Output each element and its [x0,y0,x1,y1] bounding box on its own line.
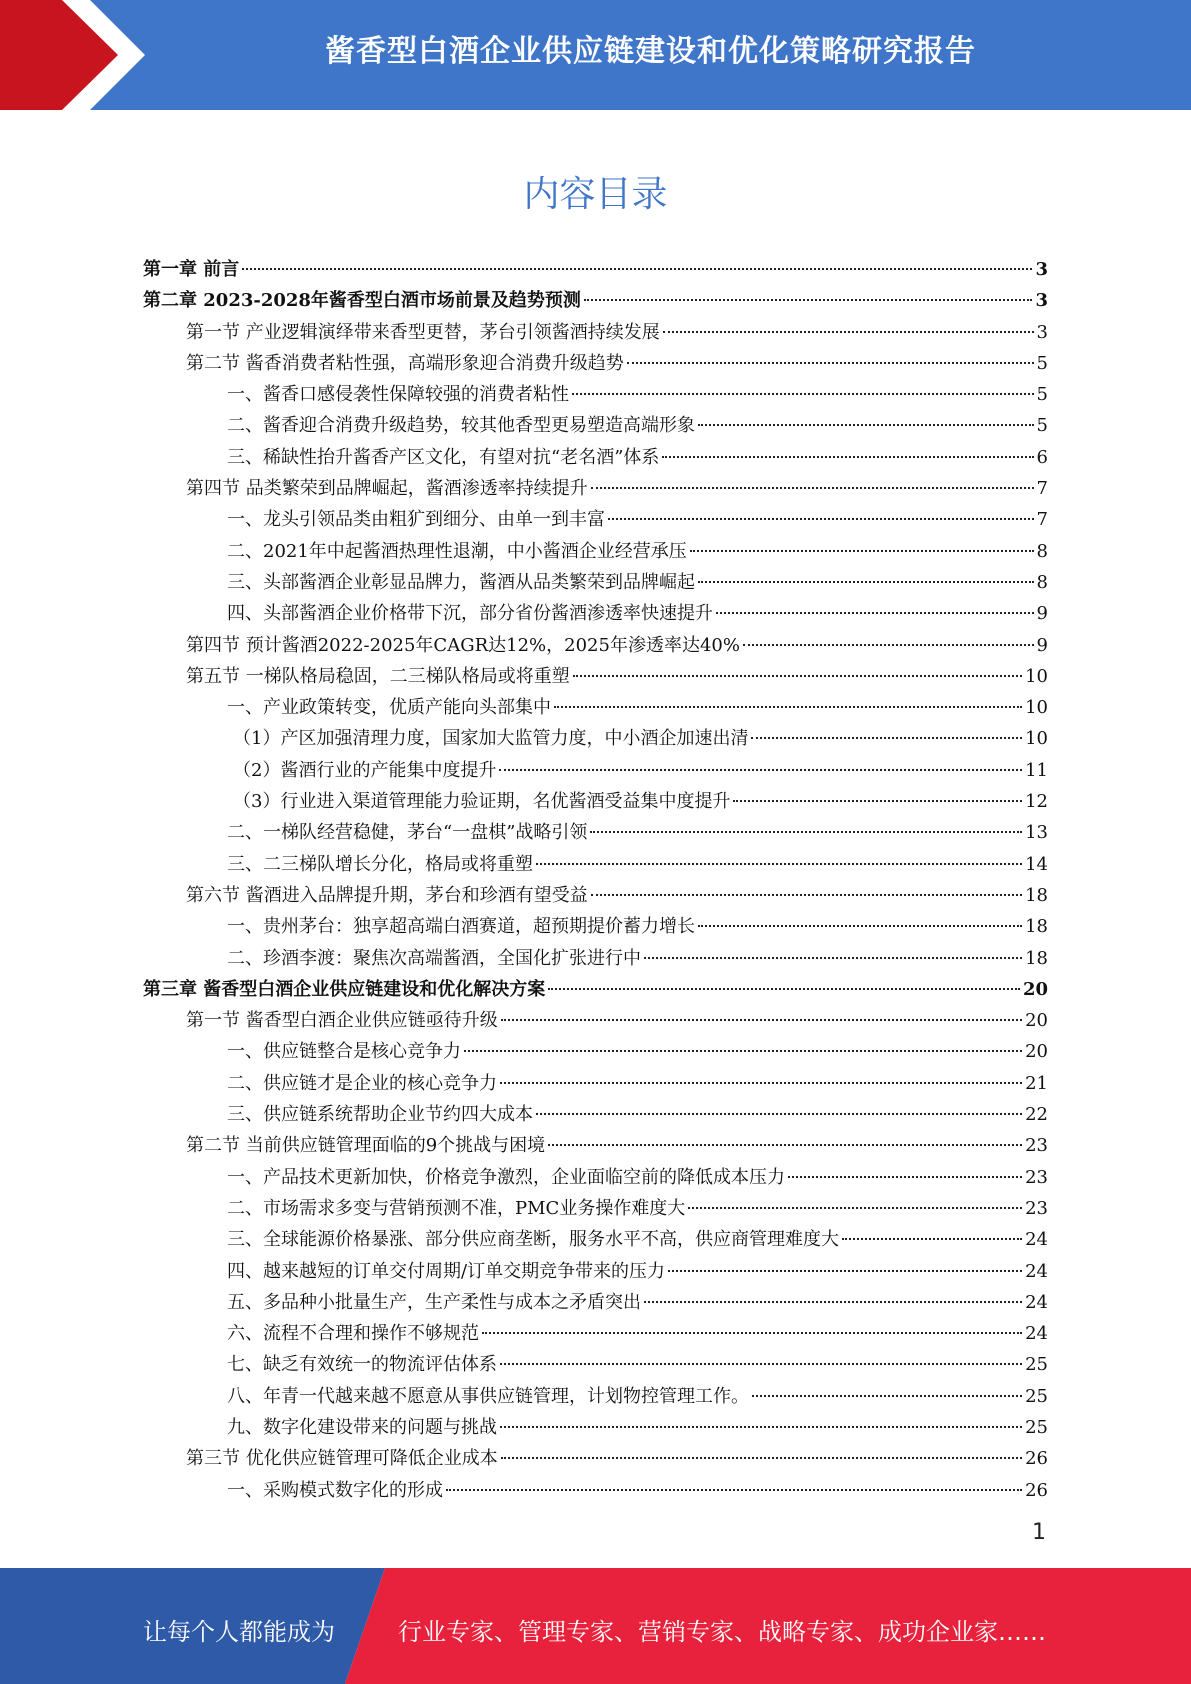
toc-entry[interactable] [143,442,1048,473]
toc-leader-dots [548,988,1020,990]
toc-entry-page: 18 [1025,916,1048,938]
header-banner [0,0,1191,110]
report-title: 酱香型白酒企业供应链建设和优化策略研究报告 [325,34,976,69]
toc-leader-dots [752,1395,1022,1397]
toc-leader-dots [716,612,1034,614]
footer-slogan-right: 行业专家、管理专家、营销专家、战略专家、成功企业家…… [398,1618,1046,1646]
toc-entry-page: 25 [1025,1354,1048,1376]
toc-entry-label: 二、供应链才是企业的核心竞争力 [227,1072,497,1094]
toc-entry-label: 二、一梯队经营稳健，茅台“一盘棋”战略引领 [227,822,588,844]
toc-leader-dots [584,299,1033,301]
toc-entry-page: 12 [1025,791,1048,813]
toc-entry-page: 24 [1025,1291,1048,1313]
toc-entry[interactable] [143,817,1048,848]
toc-entry-page: 18 [1025,947,1048,969]
toc-entry-label: 第三节 优化供应链管理可降低企业成本 [186,1448,498,1470]
toc-leader-dots [242,268,1032,270]
toc-leader-dots [501,1457,1022,1459]
toc-entry[interactable] [143,410,1048,441]
toc-entry-page: 23 [1025,1166,1048,1188]
toc-entry-page: 8 [1036,571,1048,593]
toc-entry[interactable] [143,536,1048,567]
toc-entry-page: 9 [1036,634,1048,656]
toc-entry-label: 二、珍酒李渡：聚焦次高端酱酒，全国化扩张进行中 [227,947,641,969]
toc-entry-label: 五、多品种小批量生产，生产柔性与成本之矛盾突出 [227,1291,641,1313]
toc-entry[interactable] [143,348,1048,379]
toc-entry-page: 23 [1025,1197,1048,1219]
toc-entry-page: 23 [1025,1135,1048,1157]
toc-entry-page: 5 [1036,384,1048,406]
toc-entry[interactable] [143,755,1048,786]
toc-leader-dots [554,706,1022,708]
toc-entry-label: 六、流程不合理和操作不够规范 [227,1323,479,1345]
toc-entry-page: 24 [1025,1260,1048,1282]
toc-leader-dots [608,518,1034,520]
toc-entry-label: 九、数字化建设带来的问题与挑战 [227,1416,497,1438]
toc-entry-label: 七、缺乏有效统一的物流评估体系 [227,1354,497,1376]
toc-leader-dots [662,456,1033,458]
toc-entry-label: 一、产业政策转变，优质产能向头部集中 [227,697,551,719]
toc-entry-page: 18 [1025,884,1048,906]
toc-entry-label: 一、贵州茅台：独享超高端白酒赛道，超预期提价蓄力增长 [227,916,695,938]
toc-entry-label: 一、供应链整合是核心竞争力 [227,1041,461,1063]
toc-entry-page: 20 [1022,978,1048,1000]
toc-entry-label: 二、市场需求多变与营销预测不准，PMC业务操作难度大 [227,1197,686,1219]
toc-entry[interactable] [143,1068,1048,1099]
toc-entry-label: 第一节 酱香型白酒企业供应链亟待升级 [186,1010,498,1032]
toc-entry[interactable] [143,974,1048,1005]
toc-entry-page: 26 [1025,1479,1048,1501]
toc-entry-label: 第四节 品类繁荣到品牌崛起，酱酒渗透率持续提升 [186,478,588,500]
toc-entry-label: 四、头部酱酒企业价格带下沉，部分省份酱酒渗透率快速提升 [227,603,713,625]
toc-entry[interactable] [143,723,1048,754]
toc-leader-dots [573,675,1022,677]
toc-entry[interactable] [143,1193,1048,1224]
toc-leader-dots [743,644,1034,646]
toc-leader-dots [464,1050,1022,1052]
toc-entry-page: 20 [1025,1041,1048,1063]
toc-entry-page: 8 [1036,540,1048,562]
toc-entry[interactable] [143,880,1048,911]
toc-entry-page: 10 [1025,728,1048,750]
toc-leader-dots [590,831,1022,833]
toc-leader-dots [499,769,1022,771]
toc-entry-label: 第二章 2023-2028年酱香型白酒市场前景及趋势预测 [143,290,581,312]
toc-leader-dots [663,331,1034,333]
toc-entry-page: 5 [1036,352,1048,374]
toc-entry[interactable] [143,473,1048,504]
toc-entry[interactable] [143,379,1048,410]
toc-entry[interactable] [143,1412,1048,1443]
toc-entry[interactable] [143,504,1048,535]
toc-leader-dots [591,894,1022,896]
toc-entry-page: 10 [1025,665,1048,687]
toc-entry-page: 20 [1025,1010,1048,1032]
toc-leader-dots [842,1238,1022,1240]
toc-entry[interactable] [143,285,1048,316]
toc-leader-dots [572,393,1034,395]
toc-entry-label: 第二节 当前供应链管理面临的9个挑战与困境 [186,1135,546,1157]
toc-leader-dots [690,550,1034,552]
page-number: 1 [1032,1520,1046,1545]
toc-entry-label: 四、越来越短的订单交付周期/订单交期竞争带来的压力 [227,1260,666,1282]
toc-entry[interactable] [143,1318,1048,1349]
toc-entry-label: 二、酱香迎合消费升级趋势，较其他香型更易塑造高端形象 [227,415,695,437]
toc-leader-dots [698,581,1034,583]
toc-entry-label: （3）行业进入渠道管理能力验证期，名优酱酒受益集中度提升 [233,791,731,813]
toc-entry[interactable] [143,1162,1048,1193]
toc-entry[interactable] [143,1256,1048,1287]
toc-entry-label: 第五节 一梯队格局稳固，二三梯队格局或将重塑 [186,665,570,687]
toc-entry-page: 9 [1036,603,1048,625]
header-arrow-icon [0,0,160,110]
toc-leader-dots [668,1270,1022,1272]
toc-entry-label: 三、头部酱酒企业彰显品牌力，酱酒从品类繁荣到品牌崛起 [227,571,695,593]
toc-leader-dots [627,362,1034,364]
toc-leader-dots [536,863,1022,865]
toc-entry-label: 第一节 产业逻辑演绎带来香型更替，茅台引领酱酒持续发展 [186,321,660,343]
toc-leader-dots [548,1144,1022,1146]
toc-leader-dots [644,1301,1022,1303]
toc-entry-label: 第一章 前言 [143,259,240,280]
toc-entry[interactable] [143,1130,1048,1161]
table-of-contents [143,254,1048,1506]
toc-entry-label: 一、采购模式数字化的形成 [227,1479,443,1501]
toc-entry-label: 一、酱香口感侵袭性保障较强的消费者粘性 [227,384,569,406]
toc-entry-page: 25 [1025,1385,1048,1407]
toc-entry[interactable] [143,567,1048,598]
toc-entry-page: 3 [1036,321,1048,343]
toc-entry-page: 24 [1025,1323,1048,1345]
toc-leader-dots [500,1082,1022,1084]
toc-entry-page: 21 [1025,1072,1048,1094]
toc-leader-dots [698,424,1034,426]
toc-entry-page: 7 [1036,509,1048,531]
toc-entry[interactable] [143,1381,1048,1412]
toc-leader-dots [733,800,1022,802]
toc-entry-page: 22 [1025,1104,1048,1126]
toc-leader-dots [788,1176,1022,1178]
toc-entry-label: （1）产区加强清理力度，国家加大监管力度，中小酒企加速出清 [233,728,749,750]
toc-entry[interactable] [143,1443,1048,1474]
toc-leader-dots [500,1426,1022,1428]
toc-entry-label: 三、稀缺性抬升酱香产区文化，有望对抗“老名酒”体系 [227,446,660,468]
toc-entry-page: 3 [1035,290,1048,312]
toc-entry[interactable] [143,598,1048,629]
toc-entry[interactable] [143,661,1048,692]
toc-entry[interactable] [143,1349,1048,1380]
toc-leader-dots [751,737,1022,739]
toc-entry-page: 25 [1025,1416,1048,1438]
toc-title: 内容目录 [523,174,668,215]
toc-entry[interactable] [143,692,1048,723]
toc-entry[interactable] [143,943,1048,974]
toc-leader-dots [698,925,1022,927]
toc-leader-dots [446,1489,1022,1491]
toc-entry[interactable] [143,630,1048,661]
toc-entry-page: 7 [1036,478,1048,500]
toc-entry-label: 二、2021年中起酱酒热理性退潮，中小酱酒企业经营承压 [227,540,687,562]
toc-entry-page: 5 [1036,415,1048,437]
toc-leader-dots [500,1363,1022,1365]
toc-entry-page: 26 [1025,1448,1048,1470]
footer-banner [0,1568,1191,1684]
toc-entry[interactable] [143,1099,1048,1130]
toc-entry-page: 14 [1025,853,1048,875]
toc-entry[interactable] [143,911,1048,942]
toc-entry-label: 第四节 预计酱酒2022-2025年CAGR达12%，2025年渗透率达40% [186,634,740,656]
toc-entry-label: 第六节 酱酒进入品牌提升期，茅台和珍酒有望受益 [186,884,588,906]
toc-leader-dots [536,1113,1022,1115]
toc-entry[interactable] [143,1287,1048,1318]
toc-entry-label: （2）酱酒行业的产能集中度提升 [233,759,497,781]
toc-entry-label: 三、供应链系统帮助企业节约四大成本 [227,1104,533,1126]
toc-entry-label: 第二节 酱香消费者粘性强，高端形象迎合消费升级趋势 [186,352,624,374]
footer-slogan-left: 让每个人都能成为 [143,1618,335,1646]
toc-entry-label: 一、龙头引领品类由粗犷到细分、由单一到丰富 [227,509,605,531]
toc-entry[interactable] [143,849,1048,880]
toc-leader-dots [482,1332,1022,1334]
toc-entry[interactable] [143,1224,1048,1255]
toc-entry[interactable] [143,1475,1048,1506]
toc-entry-page: 24 [1025,1229,1048,1251]
toc-leader-dots [501,1019,1022,1021]
toc-entry[interactable] [143,254,1048,285]
toc-entry-label: 第三章 酱香型白酒企业供应链建设和优化解决方案 [143,978,546,1000]
toc-entry[interactable] [143,317,1048,348]
toc-entry-page: 10 [1025,697,1048,719]
toc-entry-label: 一、产品技术更新加快，价格竞争激烈，企业面临空前的降低成本压力 [227,1166,785,1188]
toc-leader-dots [591,487,1034,489]
toc-entry[interactable] [143,1036,1048,1067]
toc-entry-page: 6 [1036,446,1048,468]
toc-entry-label: 八、年青一代越来越不愿意从事供应链管理，计划物控管理工作。 [227,1385,749,1407]
toc-entry-page: 13 [1025,822,1048,844]
toc-entry-page: 3 [1035,259,1048,280]
toc-leader-dots [644,957,1022,959]
toc-entry-label: 三、全球能源价格暴涨、部分供应商垄断，服务水平不高，供应商管理难度大 [227,1229,839,1251]
toc-leader-dots [688,1207,1022,1209]
toc-entry-label: 三、二三梯队增长分化，格局或将重塑 [227,853,533,875]
toc-entry[interactable] [143,1005,1048,1036]
toc-entry-page: 11 [1025,759,1048,781]
toc-entry[interactable] [143,786,1048,817]
